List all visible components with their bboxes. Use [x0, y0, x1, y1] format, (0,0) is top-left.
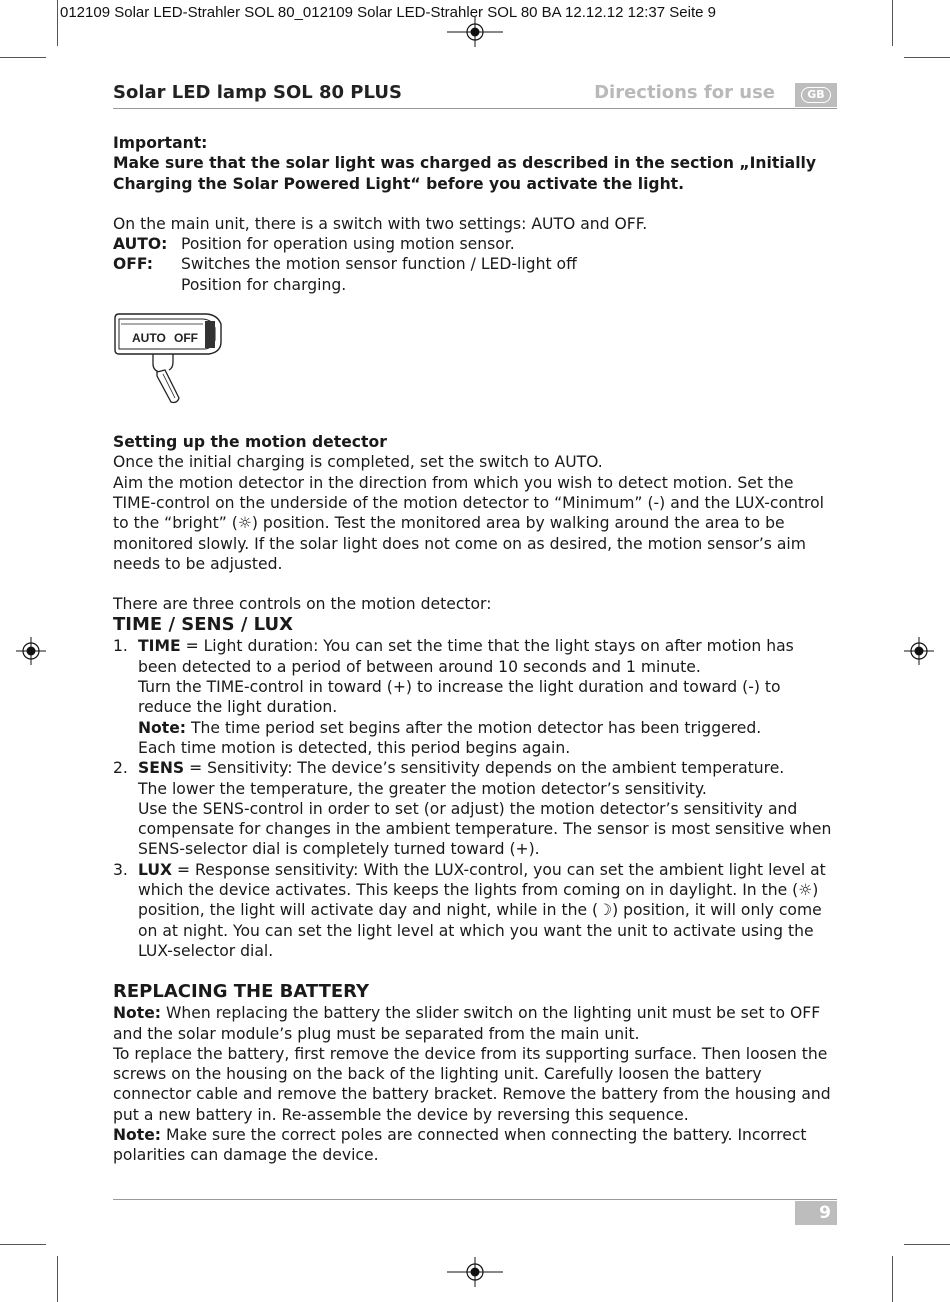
motion-setup-p2: Aim the motion detector in the direction from which you wish to detect motion. Set the TIME-control on the underside of the motion detector to “Minimum” (-) and the LUX-control to the “bright” (☼) position. Test the monitored area by walking around the area to be monitored slowly. If the solar light does not come on as desired, the motion sensor’s aim needs to be adjusted.: [113, 473, 824, 573]
page-number: 9: [795, 1201, 837, 1225]
crop-mark-bottom-left-v: [57, 1256, 58, 1302]
item-note-text: The time period set begins after the motion detector has been triggered.: [186, 718, 762, 737]
list-item: [113, 860, 837, 961]
registration-mark-top-icon: [445, 17, 505, 47]
page-header: [113, 82, 837, 109]
section-label: Directions for use: [594, 82, 775, 103]
item-term: SENS: [138, 759, 185, 778]
battery-note2-label: Note:: [113, 1125, 162, 1144]
item-text: = Light duration: You can set the time that the light stays on after motion has been detected to a period of between around 10 seconds and 1 minute.: [138, 637, 794, 676]
item-text-3: Each time motion is detected, this period begins again.: [138, 738, 571, 757]
list-item: [113, 636, 837, 758]
crop-mark-top-right-v: [892, 0, 893, 46]
off-row-2: [113, 275, 837, 295]
item-note-label: Note:: [138, 718, 187, 737]
footer-rule: [113, 1199, 837, 1200]
item-text: = Response sensitivity: With the LUX-control, you can set the ambient light level at which the device activates. This keeps the lights from coming on in daylight. In the (☼) position, the light will activate day and night, while in the (☽) position, it will only come on at night. You can set the light level at which you want the unit to activate using the LUX-selector dial.: [138, 860, 826, 960]
page-title: Solar LED lamp SOL 80 PLUS: [113, 82, 402, 103]
crop-mark-bottom-right-v: [892, 1256, 893, 1302]
controls-intro: There are three controls on the motion detector:: [113, 595, 492, 614]
motion-setup-p1: Once the initial charging is completed, set the switch to AUTO.: [113, 453, 603, 472]
figure-off-label: OFF: [174, 331, 198, 346]
print-slug: 012109 Solar LED-Strahler SOL 80_012109 Solar LED-Strahler SOL 80 BA 12.12.12 12:37 Seite 9: [60, 4, 716, 21]
switch-intro: On the main unit, there is a switch with two settings: AUTO and OFF.: [113, 214, 648, 233]
battery-note1-text: When replacing the battery the slider switch on the lighting unit must be set to OFF and the solar module’s plug must be separated from the main unit.: [113, 1004, 821, 1043]
auto-label: AUTO:: [113, 235, 168, 254]
item-term: TIME: [138, 637, 181, 656]
list-item: [113, 758, 837, 859]
item-text-2: The lower the temperature, the greater the motion detector’s sensitivity.: [138, 779, 707, 798]
off-row: [113, 254, 837, 274]
crop-mark-bottom-left-h: [0, 1244, 46, 1245]
item-text-2: Turn the TIME-control in toward (+) to increase the light duration and toward (-) to reduce the light duration.: [138, 678, 781, 717]
auto-text: Position for operation using motion sensor.: [181, 235, 515, 254]
item-number: 3.: [113, 860, 128, 879]
off-text-2: Position for charging.: [181, 275, 347, 294]
main-content: [113, 133, 837, 1166]
off-text-1: Switches the motion sensor function / LED-light off: [181, 255, 577, 274]
language-badge-label: GB: [801, 87, 830, 103]
item-number: 1.: [113, 637, 128, 656]
crop-mark-top-left-h: [0, 57, 46, 58]
item-text: = Sensitivity: The device’s sensitivity depends on the ambient temperature.: [184, 759, 785, 778]
important-text: Make sure that the solar light was charged as described in the section „Initially Charging the Solar Powered Light“ before you activate the light.: [113, 154, 817, 193]
registration-mark-right-icon: [904, 635, 934, 667]
item-number: 2.: [113, 759, 128, 778]
controls-heading: TIME / SENS / LUX: [113, 614, 294, 636]
important-heading: Important:: [113, 134, 208, 152]
item-term: LUX: [138, 860, 173, 879]
battery-heading: REPLACING THE BATTERY: [113, 981, 370, 1003]
crop-mark-top-right-h: [904, 57, 950, 58]
motion-setup-heading: Setting up the motion detector: [113, 433, 387, 452]
off-label: OFF:: [113, 255, 153, 274]
auto-row: [113, 234, 837, 254]
crop-mark-top-left-v: [57, 0, 58, 46]
registration-mark-bottom-icon: [445, 1257, 505, 1287]
figure-auto-label: AUTO: [132, 331, 166, 346]
battery-note2-text: Make sure the correct poles are connected when connecting the battery. Incorrect polarities can damage the device.: [113, 1125, 807, 1165]
battery-note1-label: Note:: [113, 1004, 162, 1023]
battery-p1: To replace the battery, first remove the device from its supporting surface. Then loosen the screws on the housing on the back of the lighting unit. Carefully loosen the battery connector cable and remove the battery bracket. Remove the battery from the housing and put a new battery in. Re-assemble the device by reversing this sequence.: [113, 1044, 831, 1124]
crop-mark-bottom-right-h: [904, 1244, 950, 1245]
auto-off-switch-illustration: [113, 312, 225, 406]
language-badge: [795, 83, 837, 107]
item-text-3: Use the SENS-control in order to set (or adjust) the motion detector’s sensitivity and compensate for changes in the ambient temperature. The sensor is most sensitive when SENS-selector dial is completely turned toward (+).: [138, 799, 832, 859]
controls-list: [113, 636, 837, 961]
registration-mark-left-icon: [16, 635, 46, 667]
